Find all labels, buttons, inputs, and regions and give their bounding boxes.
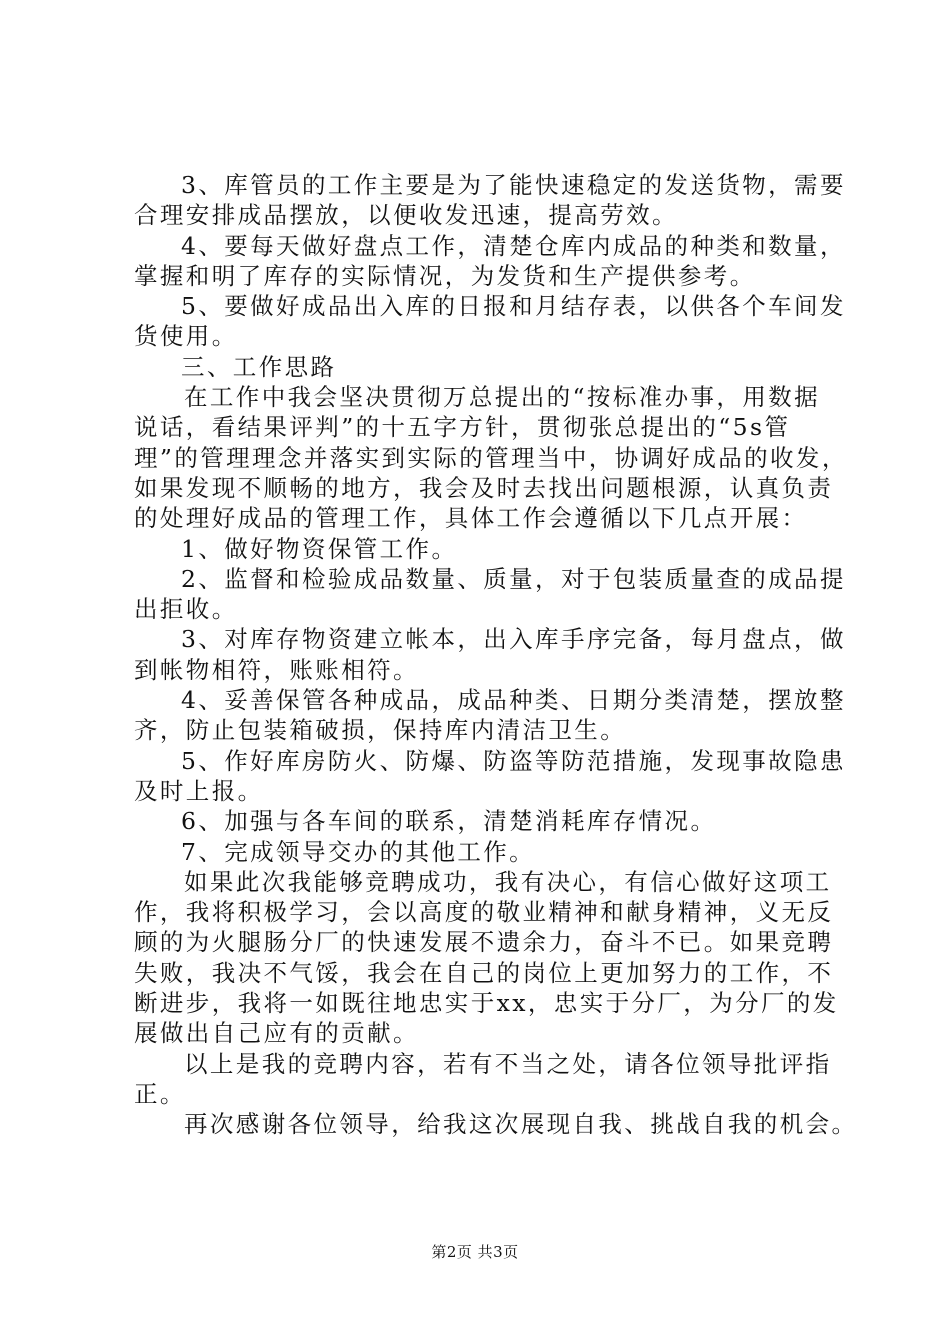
text-line: 及时上报。 [134, 776, 264, 805]
document-body [134, 170, 858, 1140]
text-line: 3、库管员的工作主要是为了能快速稳定的发送货物，需要 [181, 171, 846, 199]
text-line: 失败，我决不气馁，我会在自己的岗位上更加努力的工作，不 [134, 958, 834, 987]
text-line: 3、对库存物资建立帐本，出入库手序完备，每月盘点，做 [181, 625, 846, 654]
text-line: 6、加强与各车间的联系，清楚消耗库存情况。 [181, 807, 717, 836]
text-line: 到帐物相符，账账相符。 [134, 655, 419, 684]
text-line: 在工作中我会坚决贯彻万总提出的“按标准办事，用数据 [184, 383, 821, 412]
text-line: 2、监督和检验成品数量、质量，对于包装质量查的成品提 [181, 564, 846, 593]
text-line: 7、完成领导交办的其他工作。 [181, 837, 536, 866]
text-line: 以上是我的竞聘内容，若有不当之处，请各位领导批评指 [184, 1049, 832, 1078]
text-line: 5、要做好成品出入库的日报和月结存表，以供各个车间发 [181, 292, 846, 321]
text-line: 合理安排成品摆放，以便收发迅速，提高劳效。 [134, 201, 678, 230]
text-line: 说话，看结果评判”的十五字方针，贯彻张总提出的“5s管 [134, 413, 791, 442]
text-line: 如果发现不顺畅的地方，我会及时去找出问题根源，认真负责 [134, 473, 834, 502]
text-line: 正。 [134, 1079, 186, 1108]
section-heading: 三、工作思路 [181, 352, 337, 381]
text-line: 如果此次我能够竞聘成功，我有决心，有信心做好这项工 [184, 867, 832, 896]
text-line: 4、妥善保管各种成品，成品种类、日期分类清楚，摆放整 [181, 686, 846, 715]
text-line: 齐，防止包装箱破损，保持库内清洁卫生。 [134, 716, 627, 745]
text-line: 的处理好成品的管理工作，具体工作会遵循以下几点开展： [134, 504, 808, 533]
text-line: 4、要每天做好盘点工作，清楚仓库内成品的种类和数量， [181, 231, 846, 260]
page-number-footer: 第2页 共3页 [431, 1243, 519, 1261]
text-line: 5、作好库房防火、防爆、防盗等防范措施，发现事故隐患 [181, 746, 846, 775]
text-line: 顾的为火腿肠分厂的快速发展不遗余力，奋斗不已。如果竞聘 [134, 928, 834, 957]
text-line: 货使用。 [134, 322, 238, 351]
text-line: 理”的管理理念并落实到实际的管理当中，协调好成品的收发， [134, 443, 848, 472]
text-line: 掌握和明了库存的实际情况，为发货和生产提供参考。 [134, 261, 756, 290]
text-line: 展做出自己应有的贡献。 [134, 1019, 419, 1048]
text-line: 再次感谢各位领导，给我这次展现自我、挑战自我的机会。 [184, 1110, 858, 1139]
text-line: 出拒收。 [134, 595, 238, 624]
text-line: 断进步，我将一如既往地忠实于xx，忠实于分厂，为分厂的发 [134, 989, 839, 1018]
text-line: 作，我将积极学习，会以高度的敬业精神和献身精神，义无反 [134, 898, 834, 927]
text-line: 1、做好物资保管工作。 [181, 534, 458, 563]
